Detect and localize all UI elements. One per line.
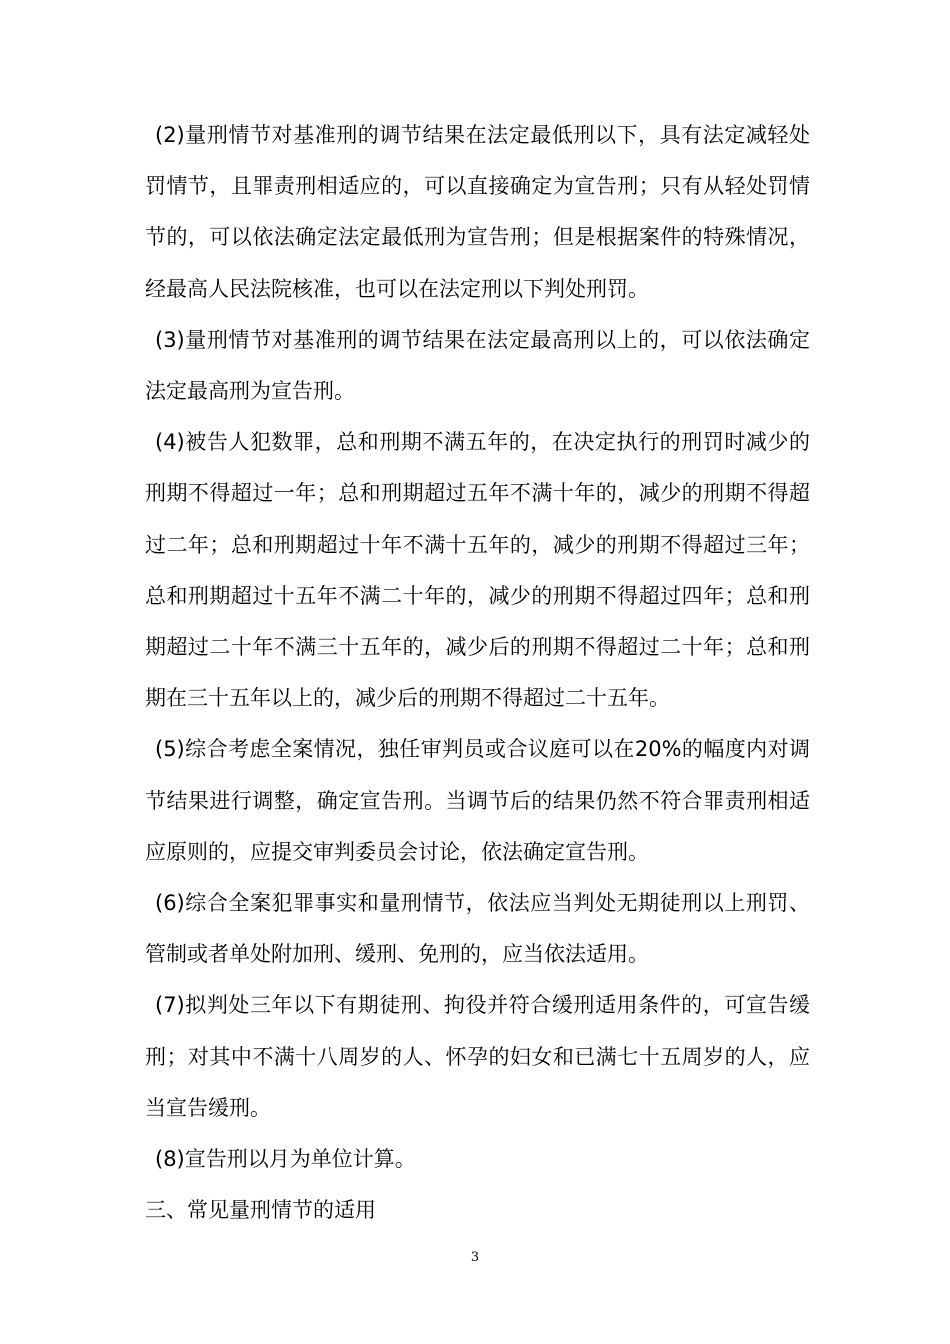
paragraph-item-2: (2)量刑情节对基准刑的调节结果在法定最低刑以下，具有法定减轻处罚情节，且罪责刑相适应的，可以直接确定为宣告刑；只有从轻处罚情节的，可以依法确定法定最低刑为宣告刑；但是根据案件的特殊情况，经最高人民法院核准，也可以在法定刑以下判处刑罚。 [145,123,810,301]
paragraph-item-5: (5)综合考虑全案情况，独任审判员或合议庭可以在20%的幅度内对调节结果进行调整，确定宣告刑。当调节后的结果仍然不符合罪责刑相适应原则的，应提交审判委员会讨论，依法确定宣告刑。 [145,737,810,864]
paragraph-item-4: (4)被告人犯数罪，总和刑期不满五年的，在决定执行的刑罚时减少的刑期不得超过一年；总和刑期超过五年不满十年的，减少的刑期不得超过二年；总和刑期超过十年不满十五年的，减少的刑期不得超过三年；总和刑期超过十五年不满二十年的，减少的刑期不得超过四年；总和刑期超过二十年不满三十五年的，减少后的刑期不得超过二十年；总和刑期在三十五年以上的，减少后的刑期不得超过二十五年。 [145,430,810,711]
document-body [145,110,810,1236]
paragraph-item-6: (6)综合全案犯罪事实和量刑情节，依法应当判处无期徒刑以上刑罚、管制或者单处附加刑、缓刑、免刑的，应当依法适用。 [145,891,810,967]
paragraph-item-3: (3)量刑情节对基准刑的调节结果在法定最高刑以上的，可以依法确定法定最高刑为宣告刑。 [145,327,810,404]
paragraph-item-8: (8)宣告刑以月为单位计算。 [155,1147,416,1172]
section-heading: 三、常见量刑情节的适用 [145,1198,376,1223]
paragraph-item-7: (7)拟判处三年以下有期徒刑、拘役并符合缓刑适用条件的，可宣告缓刑；对其中不满十八周岁的人、怀孕的妇女和已满七十五周岁的人，应当宣告缓刑。 [145,993,810,1120]
page-number: 3 [470,1250,480,1265]
